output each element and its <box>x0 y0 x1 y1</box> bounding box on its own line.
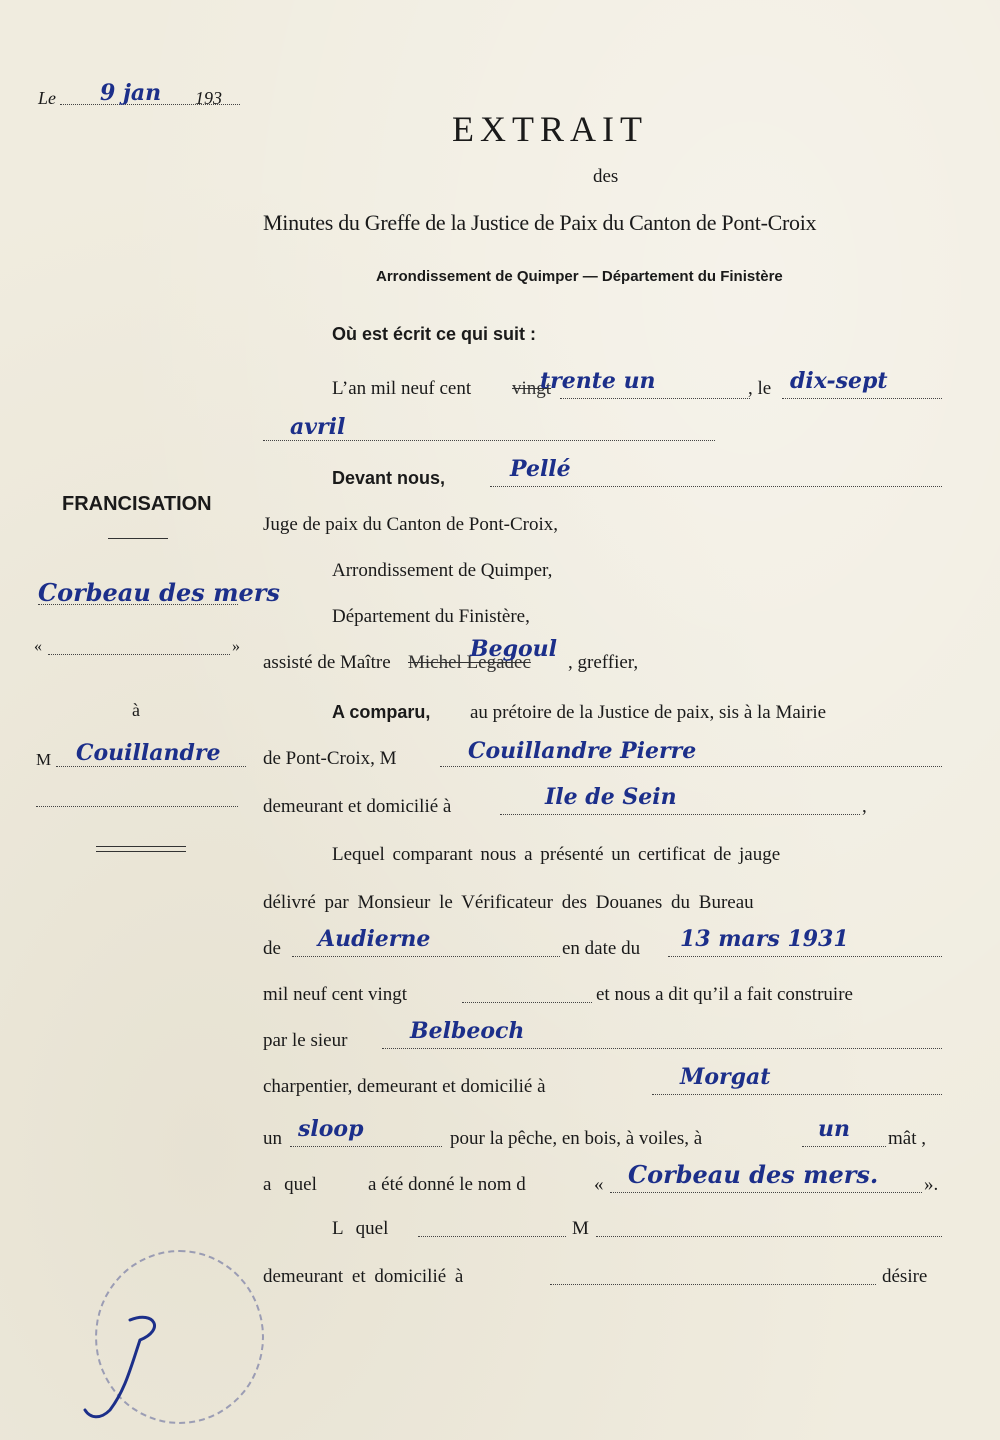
a-label: à <box>132 700 140 720</box>
body-text: , greffier, <box>568 652 639 673</box>
body-text: désire <box>882 1266 928 1287</box>
fill-line <box>290 1146 442 1147</box>
margin-vessel-line <box>38 604 238 605</box>
margin-vessel-name: Corbeau des mers <box>38 578 280 607</box>
fill-line <box>382 1048 942 1049</box>
body-text: de <box>263 938 281 959</box>
divider <box>96 846 186 847</box>
body-text: M <box>572 1218 589 1239</box>
handwritten-year: trente un <box>540 368 656 394</box>
francisation-label: FRANCISATION <box>62 493 212 515</box>
date-handwritten: 9 jan <box>100 80 162 106</box>
quote-open: « <box>34 638 42 655</box>
fill-line <box>490 486 942 487</box>
fill-line <box>500 814 860 815</box>
des-label: des <box>593 166 619 187</box>
m-label: M <box>36 750 52 769</box>
struck-text: vingt <box>512 378 552 399</box>
handwritten-builder-town: Morgat <box>680 1064 771 1090</box>
handwritten-vessel-name: Corbeau des mers. <box>628 1160 879 1189</box>
body-text: L quel <box>332 1218 389 1239</box>
divider <box>108 538 168 539</box>
body-text: charpentier, demeurant et domicilié à <box>263 1076 546 1097</box>
handwritten-mast-count: un <box>818 1116 850 1142</box>
a-comparu: A comparu, <box>332 702 431 722</box>
fill-line <box>462 1002 592 1003</box>
intro-line: Où est écrit ce qui suit : <box>332 324 537 344</box>
handwritten-paraph <box>70 1300 180 1430</box>
fill-line <box>596 1236 942 1237</box>
devant-nous: Devant nous, <box>332 468 446 488</box>
body-text: Arrondissement de Quimper, <box>332 560 553 581</box>
fill-line <box>418 1236 566 1237</box>
body-text: Juge de paix du Canton de Pont-Croix, <box>263 514 558 535</box>
date-year: 193 <box>195 88 222 108</box>
handwritten-residence: Ile de Sein <box>545 784 677 810</box>
body-text: un <box>263 1128 282 1149</box>
handwritten-clerk: Begoul <box>470 636 558 662</box>
fill-line <box>802 1146 886 1147</box>
body-text: mât , <box>888 1128 926 1149</box>
body-text: « <box>594 1174 604 1195</box>
body-text: , <box>862 796 867 817</box>
fill-line <box>652 1094 942 1095</box>
fill-line <box>550 1284 876 1285</box>
body-text: en date du <box>562 938 641 959</box>
fill-line <box>263 440 715 441</box>
body-text: au prétoire de la Justice de paix, sis à la Mairie <box>470 702 827 723</box>
body-text: ». <box>924 1174 939 1195</box>
fill-line <box>668 956 942 957</box>
fill-line <box>782 398 942 399</box>
body-text: a quel <box>263 1174 317 1195</box>
quote-line <box>48 654 230 655</box>
divider <box>96 851 186 852</box>
body-text: pour la pêche, en bois, à voiles, à <box>450 1128 703 1149</box>
body-text: et nous a dit qu’il a fait construire <box>596 984 853 1005</box>
handwritten-certificate-date: 13 mars 1931 <box>680 926 849 952</box>
handwritten-month: avril <box>290 414 346 440</box>
fill-line <box>292 956 560 957</box>
body-text: de Pont-Croix, M <box>263 748 397 769</box>
margin-owner-name: Couillandre <box>76 740 221 766</box>
body-text: demeurant et domicilié à <box>263 796 452 817</box>
body-text: assisté de Maître <box>263 652 391 673</box>
body-text: délivré par Monsieur le Vérificateur des Douanes du Bureau <box>263 892 754 913</box>
body-text: , le <box>748 378 772 399</box>
handwritten-vessel-type: sloop <box>298 1116 364 1142</box>
body-text: Département du Finistère, <box>332 606 530 627</box>
handwritten-customs-office: Audierne <box>318 926 431 952</box>
document-title: EXTRAIT <box>452 109 648 149</box>
body-text: Lequel comparant nous a présenté un certificat de jauge <box>332 844 781 865</box>
arrondissement-line: Arrondissement de Quimper — Département du Finistère <box>376 268 783 285</box>
handwritten-judge: Pellé <box>510 456 571 482</box>
struck-text: Michel Legadec <box>408 652 531 673</box>
quote-close: » <box>232 638 240 655</box>
handwritten-day: dix-sept <box>790 368 888 394</box>
date-prefix: Le <box>38 88 56 108</box>
body-text: par le sieur <box>263 1030 348 1051</box>
body-text: demeurant et domicilié à <box>263 1266 464 1287</box>
body-text: L’an mil neuf cent <box>332 378 472 399</box>
handwritten-builder: Belbeoch <box>410 1018 525 1044</box>
handwritten-owner: Couillandre Pierre <box>468 738 697 764</box>
margin-owner-line <box>56 766 246 767</box>
fill-line <box>610 1192 922 1193</box>
body-text: mil neuf cent vingt <box>263 984 408 1005</box>
fill-line <box>440 766 942 767</box>
body-text: a été donné le nom d <box>368 1174 526 1195</box>
subtitle: Minutes du Greffe de la Justice de Paix du Canton de Pont-Croix <box>263 210 817 235</box>
margin-extra-line <box>36 806 238 807</box>
fill-line <box>560 398 750 399</box>
